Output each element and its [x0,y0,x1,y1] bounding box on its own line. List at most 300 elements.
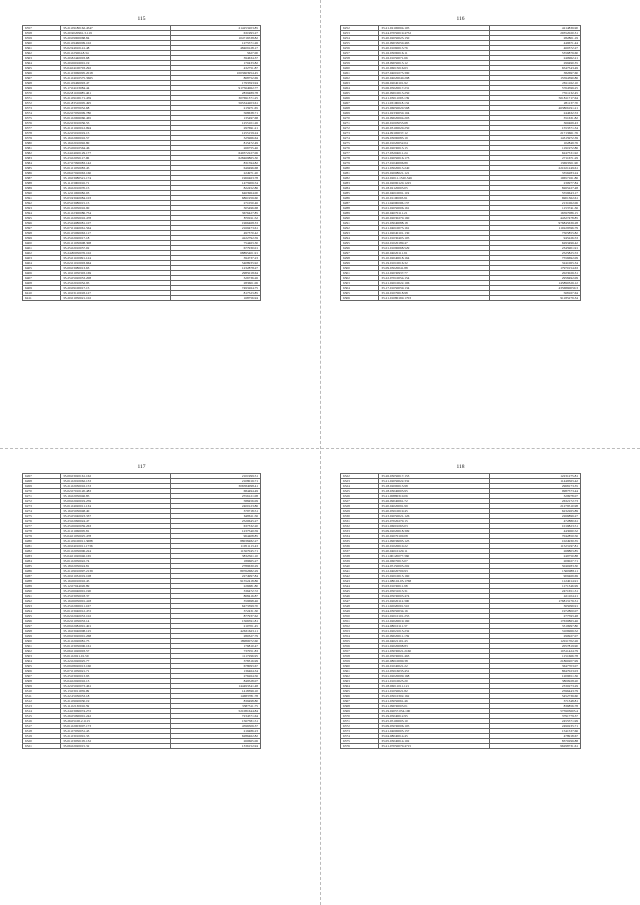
row-number-cell: 6377 [23,126,61,131]
amount-cell: 2057819.90 [489,644,580,649]
amount-cell: 478918.67 [489,734,580,739]
amount-cell: 1475906.54 [170,181,260,186]
row-number-cell: 6388 [23,181,61,186]
row-number-cell: 6298 [341,256,379,261]
account-code-cell: 35.09.02082091.401 [61,624,170,629]
amount-cell: 2131062.06 [489,201,580,206]
row-number-cell: 6320 [23,739,61,744]
account-code-cell: 35.20.04010011.1736 [61,544,170,549]
row-number-cell: 6275 [23,514,61,519]
account-code-cell: 35.21.01060005.81 [61,529,170,534]
account-code-cell: 35.16.03090016.11 [379,51,489,56]
account-code-cell: 35.01.02020009.168 [379,674,489,679]
row-number-cell: 6399 [23,236,61,241]
account-code-cell: 35.10.03110018.127 [61,291,170,296]
row-number-cell: 6364 [341,684,379,689]
account-code-cell: 35.12.05016035.451 [379,669,489,674]
amount-cell: 14315972.39 [489,136,580,141]
account-code-cell: 35.09.03020041.88 [379,266,489,271]
account-code-cell: 35.21.02030016.153 [61,484,170,489]
amount-cell: 189665.27 [170,559,260,564]
row-number-cell: 6348 [341,604,379,609]
amount-cell: 1209651.36 [489,674,580,679]
amount-cell: 11051113.43 [170,544,260,549]
amount-cell: 2274997.84 [170,574,260,579]
amount-cell: 2471651.31 [489,589,580,594]
row-number-cell: 6295 [23,614,61,619]
row-number-cell: 6371 [341,719,379,724]
amount-cell: 12911702.26 [489,639,580,644]
amount-cell: 394737.23 [170,256,260,261]
row-number-cell: 6302 [341,276,379,281]
row-number-cell: 6293 [341,231,379,236]
amount-cell: 19657161.86 [489,176,580,181]
row-number-cell: 6268 [23,479,61,484]
row-number-cell: 6297 [341,251,379,256]
row-number-cell: 6334 [341,534,379,539]
amount-cell: 209027.71 [489,559,580,564]
account-code-cell: 35.15.02010015.160 [379,574,489,579]
page-divider-horizontal [0,448,640,449]
account-code-cell: 35.16.02090120.1225 [379,181,489,186]
row-number-cell: 6381 [23,146,61,151]
amount-cell: 145890326.12 [489,281,580,286]
account-code-cell: 35.11.00120077.360 [379,554,489,559]
amount-cell: 17630863.46 [489,619,580,624]
row-number-cell: 6313 [23,704,61,709]
row-number-cell: 6378 [23,131,61,136]
account-code-cell: 35.18.02050024.81 [61,564,170,569]
account-code-cell: 35.24.04020129.177 [61,151,170,156]
row-number-cell: 6392 [23,201,61,206]
amount-cell: 7505855.82 [489,231,580,236]
amount-cell: 1019823.51 [489,524,580,529]
account-code-cell: 35.11.03000016.71 [61,181,170,186]
row-number-cell: 6365 [23,66,61,71]
account-code-cell: 35.25.03050018.37 [61,594,170,599]
account-code-cell: 35.26.05100.2.1115 [61,719,170,724]
row-number-cell: 6404 [23,261,61,266]
row-number-cell: 6292 [23,599,61,604]
account-code-cell: 35.17.03204011.24 [379,151,489,156]
page-number: 117 [137,464,146,470]
account-code-cell: 35.19.05040012.95 [379,714,489,719]
row-number-cell: 6306 [341,296,379,301]
account-code-cell: 35.06.05020017.231 [379,86,489,91]
row-number-cell: 6363 [23,56,61,61]
amount-cell: 2711671.29 [489,156,580,161]
amount-cell: 351631.82 [489,116,580,121]
account-code-cell: 35.12.01000082.03 [61,191,170,196]
row-number-cell: 6272 [23,499,61,504]
row-number-cell: 6318 [23,729,61,734]
amount-cell: 754463.30 [170,241,260,246]
account-code-cell: 35.21.09030003.01 [379,704,489,709]
row-number-cell: 6304 [23,659,61,664]
row-number-cell: 6323 [341,479,379,484]
row-number-cell: 6279 [23,534,61,539]
account-code-cell: 35.01.02010101.255 [379,614,489,619]
amount-cell: 21279510.98 [489,504,580,509]
row-number-cell: 6276 [23,519,61,524]
amount-cell: 6473399.70 [170,604,260,609]
amount-cell: 2596443.79 [489,689,580,694]
account-code-cell: 35.21.09100171.459 [61,96,170,101]
amount-cell: 1024930.35 [489,539,580,544]
row-number-cell: 6403 [23,256,61,261]
row-number-cell: 6338 [341,554,379,559]
amount-cell: 463806191.21 [489,106,580,111]
account-code-cell: 35.24.09100037.12 [379,131,489,136]
row-number-cell: 6397 [23,226,61,231]
account-code-cell: 35.25.06040001.190 [61,589,170,594]
amount-cell: 945226.53 [489,236,580,241]
account-code-cell: 35.01.02010062.133 [61,479,170,484]
amount-cell: 3647703.07 [489,664,580,669]
amount-cell: 240962.21 [489,56,580,61]
account-code-cell: 35.10.05030001.463 [379,654,489,659]
account-code-cell: 35.20.04020040.298 [379,76,489,81]
account-code-cell: 35.23.02090024.47 [61,519,170,524]
amount-cell: 1960463.78 [170,176,260,181]
account-code-cell: 35.21.02020081.75 [61,639,170,644]
amount-cell: 42631623.11 [170,629,260,634]
amount-cell: 3356283.24 [489,171,580,176]
row-number-cell: 6262 [341,76,379,81]
amount-cell: 3832561.10 [170,554,260,559]
row-number-cell: 6385 [23,166,61,171]
amount-cell: 7493264.75 [170,286,260,291]
account-code-cell: 35.20.03100020.250 [379,126,489,131]
amount-cell: 379718.51 [170,509,260,514]
account-code-cell: 35.17.01040096.89 [379,161,489,166]
row-number-cell: 6289 [23,584,61,589]
row-number-cell: 6359 [341,659,379,664]
row-number-cell: 6285 [23,564,61,569]
row-number-cell: 6395 [23,216,61,221]
account-code-cell: 35.13.03011059.99 [61,689,170,694]
row-number-cell: 6298 [23,629,61,634]
row-number-cell: 6280 [23,539,61,544]
amount-cell: 144493341.48 [170,684,260,689]
amount-cell: 5408935.92 [170,261,260,266]
amount-cell: 215971.65 [170,106,260,111]
row-number-cell: 6307 [23,674,61,679]
account-code-cell: 35.25.04080081.107 [61,221,170,226]
account-code-cell: 35.09.08020013.160 [61,664,170,669]
amount-cell: 89762682.29 [170,569,260,574]
account-code-cell: 35.21.03011003.139 [379,96,489,101]
amount-cell: 326736.26 [170,276,260,281]
row-number-cell: 6285 [341,191,379,196]
row-number-cell: 6362 [341,674,379,679]
account-code-cell: 35.25.01100091.124 [61,256,170,261]
amount-cell: 472880.61 [489,519,580,524]
row-number-cell: 6350 [341,614,379,619]
account-code-cell: 35.21.01050021.82 [379,689,489,694]
amount-cell: 6861956.60 [170,196,260,201]
account-code-cell: 35.20.04010091.119 [379,191,489,196]
page-number: 116 [456,16,465,22]
amount-cell: 1966468.33 [170,221,260,226]
account-code-cell: 35.01.02020098.83 [379,644,489,649]
amount-cell: 631993.27 [170,31,260,36]
row-number-cell: 6330 [341,514,379,519]
row-number-cell: 6358 [341,654,379,659]
row-number-cell: 6319 [23,734,61,739]
account-code-cell: 35.01.02021.01.59 [61,654,170,659]
amount-cell: 6463964.00 [170,191,260,196]
row-number-cell: 6387 [23,176,61,181]
row-number-cell: 6258 [341,56,379,61]
account-code-cell: 35.20.04010129.11 [379,549,489,554]
row-number-cell: 6299 [341,261,379,266]
row-number-cell: 6281 [23,544,61,549]
row-number-cell: 6332 [341,524,379,529]
amount-cell: 17970154.63 [489,266,580,271]
amount-cell: 964408.85 [170,534,260,539]
account-code-cell: 35.21.00880310.06 [379,494,489,499]
account-code-cell: 35.20.01060013.76 [379,46,489,51]
page-117 [22,464,261,894]
amount-cell: 4596506.37 [170,724,260,729]
page-118 [340,464,581,894]
row-number-cell: 6329 [341,509,379,514]
row-number-cell: 6357 [23,26,61,31]
amount-cell: 282801.19 [489,36,580,41]
account-code-cell: 35.21.03020013.240 [379,166,489,171]
account-code-cell: 35.22.07010054.154 [379,276,489,281]
row-number-cell: 6314 [23,709,61,714]
amount-cell: 1255159.24 [170,131,260,136]
amount-cell: 2632172.73 [489,499,580,504]
amount-cell: 2266896.27 [489,514,580,519]
amount-cell: 3106966.52 [489,629,580,634]
account-code-cell: 35.01.01090068.529 [379,246,489,251]
account-code-cell: 35.16.02010092.80 [61,141,170,146]
amount-cell: 1336152.94 [170,744,260,749]
account-code-cell: 35.16.02010070.15 [61,186,170,191]
amount-cell: 6293496.42 [489,241,580,246]
account-code-cell: 35.21.09020030.19 [61,699,170,704]
account-code-cell: 35.20.02030013.15 [379,146,489,151]
row-number-cell: 6310 [23,689,61,694]
account-code-cell: 35.11.03190018.132 [379,101,489,106]
amount-cell: 3676427.85 [170,211,260,216]
row-number-cell: 6380 [23,141,61,146]
row-number-cell: 6294 [341,236,379,241]
account-code-cell: 35.09.03020161.162 [61,474,170,479]
row-number-cell: 6277 [23,524,61,529]
amount-cell: 1151666.78 [489,654,580,659]
amount-cell: 18980072.60 [170,639,260,644]
row-number-cell: 6374 [341,734,379,739]
account-code-cell: 35.07.01040061.564 [61,226,170,231]
amount-cell: 568167.64 [489,291,580,296]
row-number-cell: 6411 [23,296,61,301]
account-code-cell: 35.01.02050016.173 [379,156,489,161]
account-code-cell: 35.22.05020073.461 [61,684,170,689]
amount-cell: 2811162.10 [489,81,580,86]
amount-cell: 868752.69 [170,76,260,81]
amount-cell: 6247531.92 [489,151,580,156]
account-code-cell: 35.22.05010019.15 [61,131,170,136]
amount-cell: 230977.84 [489,181,580,186]
row-number-cell: 6325 [341,489,379,494]
account-code-cell: 35.24.03060074.272 [61,709,170,714]
row-number-cell: 6308 [23,679,61,684]
row-number-cell: 6367 [341,699,379,704]
amount-cell: 290927.07 [489,634,580,639]
account-code-cell: 35.20.04020091.99 [379,504,489,509]
amount-cell: 104716538.82 [170,36,260,41]
account-code-cell: 35.11.02020001.510 [379,604,489,609]
amount-cell: 91552418.86 [170,579,260,584]
account-code-cell: 35.03.93040084.103 [61,196,170,201]
account-code-cell: 35.25.02010052.95 [61,281,170,286]
account-code-cell: 35.26.05090001.242 [61,714,170,719]
page-number: 118 [456,464,465,470]
amount-cell: 1553371.34 [489,126,580,131]
account-code-cell: 35.02.03010056.55 [61,121,170,126]
row-number-cell: 6406 [23,271,61,276]
account-code-cell: 35.21.09010097.2139 [61,569,170,574]
row-number-cell: 6346 [341,594,379,599]
row-number-cell: 6409 [23,286,61,291]
account-code-cell: 35.25.05100003.10 [379,719,489,724]
amount-cell: 501811717.64 [489,96,580,101]
row-number-cell: 6363 [341,679,379,684]
row-number-cell: 6276 [341,146,379,151]
amount-cell: 1418396.10 [170,689,260,694]
data-table [22,25,261,301]
account-code-cell: 35.16.03040008.125 [61,629,170,634]
amount-cell: 6286462.82 [170,734,260,739]
row-number-cell: 6299 [23,634,61,639]
row-number-cell: 6372 [341,724,379,729]
row-number-cell: 6315 [23,714,61,719]
amount-cell: 11449563.42 [489,479,580,484]
row-number-cell: 6321 [23,744,61,749]
row-number-cell: 6360 [23,41,61,46]
account-code-cell: 35.25.06010564.46 [61,146,170,151]
amount-cell: 1237540.59 [170,529,260,534]
amount-cell: 44327478.85 [489,216,580,221]
row-number-cell: 6357 [341,649,379,654]
account-code-cell: 35.25.06020059.263 [61,524,170,529]
amount-cell: 575903603.4 [489,709,580,714]
amount-cell: 2023026.31 [489,271,580,276]
account-code-cell: 35.02.01010003.664 [61,261,170,266]
account-code-cell: 35.20.02050023.150 [379,36,489,41]
account-code-cell: 35.05.02008021.121 [379,171,489,176]
amount-cell: 6901362.61 [489,196,580,201]
row-number-cell: 6393 [23,206,61,211]
amount-cell: 336472.72 [170,589,260,594]
row-number-cell: 6368 [23,81,61,86]
row-number-cell: 6256 [341,46,379,51]
amount-cell: 249750.88 [489,554,580,559]
account-code-cell: 35.02.07050009.780 [61,111,170,116]
amount-cell: 432751.87 [170,66,260,71]
row-number-cell: 6365 [341,689,379,694]
row-number-cell: 6373 [23,106,61,111]
data-table [22,473,261,749]
amount-cell: 649496.68 [170,166,260,171]
row-number-cell: 6304 [341,286,379,291]
amount-cell: 7234571.64 [170,714,260,719]
amount-cell: 588456.09 [170,499,260,504]
row-number-cell: 6277 [341,151,379,156]
account-code-cell: 35.21.03050061.46 [379,699,489,704]
account-code-cell: 35.02.01050033.14 [61,619,170,624]
amount-cell: 1566591.81 [170,619,260,624]
amount-cell: 5040283.30 [489,564,580,569]
row-number-cell: 6379 [23,136,61,141]
amount-cell: 3387311.75 [170,704,260,709]
account-code-cell: 35.20.01032019.108 [61,574,170,579]
row-number-cell: 6282 [23,549,61,554]
account-code-cell: 35.03.01030011.98 [379,584,489,589]
amount-cell: 3241065.34 [489,261,580,266]
amount-cell: 394634.37 [170,56,260,61]
account-code-cell: 35.18.02000013.98 [379,484,489,489]
amount-cell: 822452.86 [170,186,260,191]
account-code-cell: 35.04.01050025.478 [61,534,170,539]
row-number-cell: 6311 [23,694,61,699]
row-number-cell: 6287 [341,201,379,206]
account-code-cell: 35.25.03040088.18 [379,221,489,226]
account-code-cell: 35.01.03040012.472 [61,609,170,614]
account-code-cell: 35.20.9020961.3.119 [61,31,170,36]
amount-cell: 371348.81 [489,699,580,704]
row-number-cell: 6335 [341,539,379,544]
amount-cell: 5452736.60 [489,694,580,699]
row-number-cell: 6265 [341,91,379,96]
account-code-cell: 35.01.03970052.68 [61,106,170,111]
amount-cell: 135497.68 [170,116,260,121]
row-number-cell: 6368 [341,704,379,709]
amount-cell: 325966.64 [170,136,260,141]
account-code-cell: 35.09.05030006.105 [379,724,489,729]
account-code-cell: 35.10.01100093.91 [379,196,489,201]
row-number-cell: 6349 [341,609,379,614]
account-code-cell: 35.23.02050021.126 [379,514,489,519]
account-code-cell: 35.01.03050105.132 [61,739,170,744]
amount-cell: 359698.46 [170,599,260,604]
account-code-cell: 35.01.02330050.104 [379,111,489,116]
account-code-cell: 35.16.01050071.66 [379,56,489,61]
row-number-cell: 6375 [341,739,379,744]
amount-cell: 2556121.08 [170,494,260,499]
amount-cell: 10511424.79 [489,649,580,654]
row-number-cell: 6273 [23,504,61,509]
row-number-cell: 6269 [341,111,379,116]
row-number-cell: 6333 [341,529,379,534]
amount-cell: 917564062.77 [170,86,260,91]
account-code-cell: 35.20.01050021.102 [61,296,170,301]
account-code-cell: 35.19.02057.054.190 [379,709,489,714]
row-number-cell: 6255 [341,41,379,46]
account-code-cell: 35.12.02020019.160 [379,619,489,624]
row-number-cell: 6274 [23,509,61,514]
amount-cell: 677930.01 [170,246,260,251]
account-code-cell: 35.21.01020012.994 [61,126,170,131]
amount-cell: 68895401.91 [170,251,260,256]
row-number-cell: 6376 [23,121,61,126]
account-code-cell: 35.04.08040014.45 [379,734,489,739]
row-number-cell: 6287 [23,574,61,579]
